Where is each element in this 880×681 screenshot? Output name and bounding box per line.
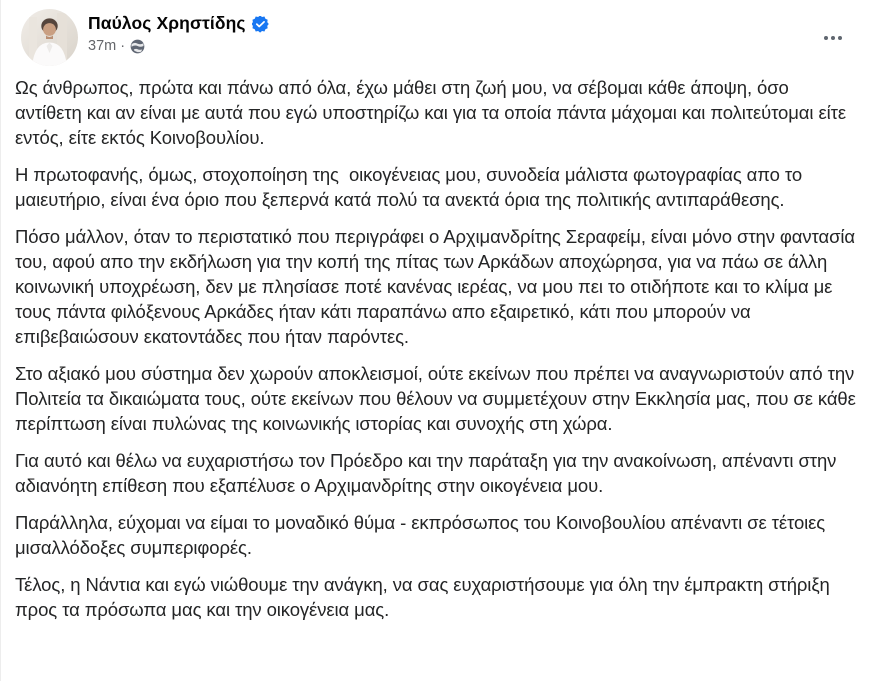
post-paragraph: Τέλος, η Νάντια και εγώ νιώθουμε την ανάγκη, να σας ευχαριστήσουμε για όλη την έμπρακτη στήριξη προς τα πρόσωπα μας και την οικογένεια μας. <box>15 574 835 620</box>
post-paragraph: Για αυτό και θέλω να ευχαριστήσω τον Πρόεδρο και την παράταξη για την ανακοίνωση, απέναντι στην αδιανόητη επίθεση που εξαπέλυσε ο Αρχιμανδρίτης στην οικογένεια μου. <box>15 450 842 496</box>
profile-photo <box>21 9 78 66</box>
header-text <box>88 9 269 54</box>
author-name[interactable]: Παύλος Χρηστίδης <box>88 13 246 33</box>
ellipsis-icon <box>824 36 843 41</box>
timestamp[interactable]: 37m <box>88 38 117 54</box>
verified-badge-icon <box>252 16 269 33</box>
more-options-button[interactable] <box>816 26 850 50</box>
post-body <box>1 66 880 622</box>
post-paragraph: Ως άνθρωπος, πρώτα και πάνω από όλα, έχω μάθει στη ζωή μου, να σέβομαι κάθε άποψη, όσο αντίθετη και αν είναι με αυτά που εγώ υποστηρίζω και για τα οποία πάντα μάχομαι και πολιτεύτομαι είτε εντός, είτε εκτός Κοινοβουλίου. <box>15 77 852 148</box>
post-header <box>1 0 880 66</box>
post-paragraph: Στο αξιακό μου σύστημα δεν χωρούν αποκλεισμοί, ούτε εκείνων που πρέπει να αναγνωριστούν από την Πολιτεία τα δικαιώματα τους, ούτε εκείνων που θέλουν να συμμετέχουν στην Εκκλησία μας, που σε κάθε περίπτωση είναι πυλώνας της κοινωνικής ιστορίας και συνοχής στη χώρα. <box>15 363 861 434</box>
avatar[interactable] <box>21 9 78 66</box>
post-meta <box>88 38 269 54</box>
post-paragraph: Παράλληλα, εύχομαι να είμαι το μοναδικό θύμα - εκπρόσωπος του Κοινοβουλίου απέναντι σε τέτοιες μισαλλόδοξες συμπεριφορές. <box>15 512 831 558</box>
post-paragraph: Η πρωτοφανής, όμως, στοχοποίηση της οικογένειας μου, συνοδεία μάλιστα φωτογραφίας απο το μαιευτήριο, είναι ένα όριο που ξεπερνά κατά πολύ τα ανεκτά όρια της πολιτικής αντιπαράθεσης. <box>15 164 808 210</box>
meta-separator: · <box>120 38 126 54</box>
post-paragraph: Πόσο μάλλον, όταν το περιστατικό που περιγράφει ο Αρχιμανδρίτης Σεραφείμ, είναι μόνο στην φαντασία του, αφού απο την εκδήλωση για την κοπή της πίτας των Αρκάδων αποχώρησα, για να πάω σε άλλη κοινωνική υποχρέωση, δεν με πλησίασε ποτέ κανένας ιερέας, να μου πει το οτιδήποτε και το κλίμα με τους πάντα φιλόξενους Αρκάδες ήταν κάτι παραπάνω απο εξαιρετικό, κάτι που μπορούν να επιβεβαιώσουν εκατοντάδες που ήταν παρόντες. <box>15 226 861 347</box>
globe-icon <box>130 39 145 54</box>
